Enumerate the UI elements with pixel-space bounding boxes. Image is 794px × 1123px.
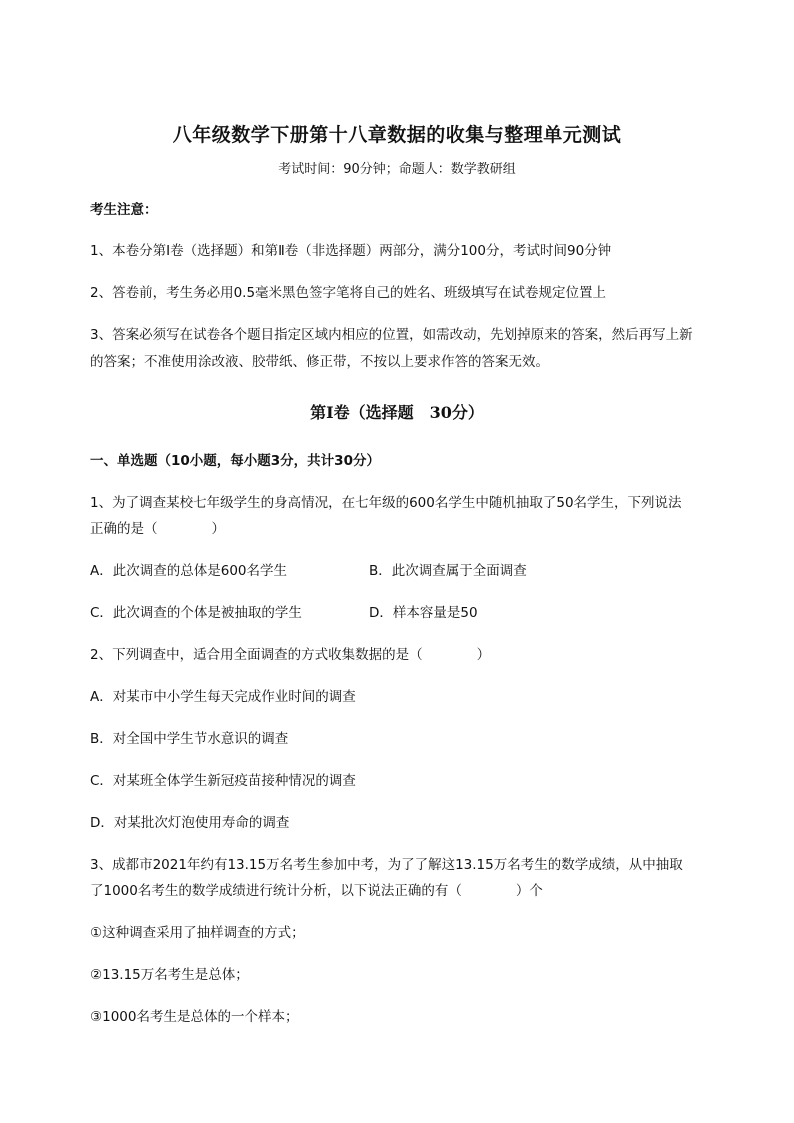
q3-stem-line2: 了1000名考生的数学成绩进行统计分析，以下说法正确的有（ ）个	[90, 883, 543, 899]
q2-option-b: B．对全国中学生节水意识的调查	[90, 731, 289, 747]
q3-statement-3: ③1000名考生是总体的一个样本；	[90, 1009, 299, 1025]
part1-title: 第Ⅰ卷（选择题 30分）	[310, 403, 484, 422]
q3-statement-1: ①这种调查采用了抽样调查的方式；	[90, 925, 305, 941]
single-choice-heading: 一、单选题（10小题，每小题3分，共计30分）	[90, 453, 380, 469]
q1-option-d: D．样本容量是50	[369, 605, 478, 621]
notice-item-3: 3、答案必须写在试卷各个题目指定区域内相应的位置，如需改动，先划掉原来的答案，然后再写上新	[90, 327, 693, 343]
q3-stem-line1: 3、成都市2021年约有13.15万名考生参加中考，为了了解这13.15万名考生的数学成绩，从中抽取	[90, 857, 683, 873]
q2-option-c: C．对某班全体学生新冠疫苗接种情况的调查	[90, 773, 356, 789]
exam-title: 八年级数学下册第十八章数据的收集与整理单元测试	[172, 124, 622, 146]
notice-heading: 考生注意：	[90, 202, 158, 218]
q1-stem-line1: 1、为了调查某校七年级学生的身高情况，在七年级的600名学生中随机抽取了50名学生，下列说法	[90, 495, 682, 511]
q3-statement-2: ②13.15万名考生是总体；	[90, 967, 249, 983]
q2-option-a: A．对某市中小学生每天完成作业时间的调查	[90, 689, 356, 705]
notice-item-2: 2、答卷前，考生务必用0.5毫米黑色签字笔将自己的姓名、班级填写在试卷规定位置上	[90, 285, 607, 301]
q2-stem: 2、下列调查中，适合用全面调查的方式收集数据的是（ ）	[90, 647, 491, 663]
exam-subtitle: 考试时间：90分钟；命题人：数学教研组	[278, 162, 516, 177]
q1-option-a: A．此次调查的总体是600名学生	[90, 563, 288, 579]
notice-item-1: 1、本卷分第Ⅰ卷（选择题）和第Ⅱ卷（非选择题）两部分，满分100分，考试时间90分钟	[90, 243, 612, 259]
q1-option-b: B．此次调查属于全面调查	[369, 563, 527, 579]
notice-item-3-cont: 的答案；不准使用涂改液、胶带纸、修正带，不按以上要求作答的答案无效。	[90, 354, 549, 370]
q2-option-d: D．对某批次灯泡使用寿命的调查	[90, 815, 290, 831]
q1-stem-line2: 正确的是（ ）	[90, 521, 225, 537]
q1-option-c: C．此次调查的个体是被抽取的学生	[90, 605, 302, 621]
